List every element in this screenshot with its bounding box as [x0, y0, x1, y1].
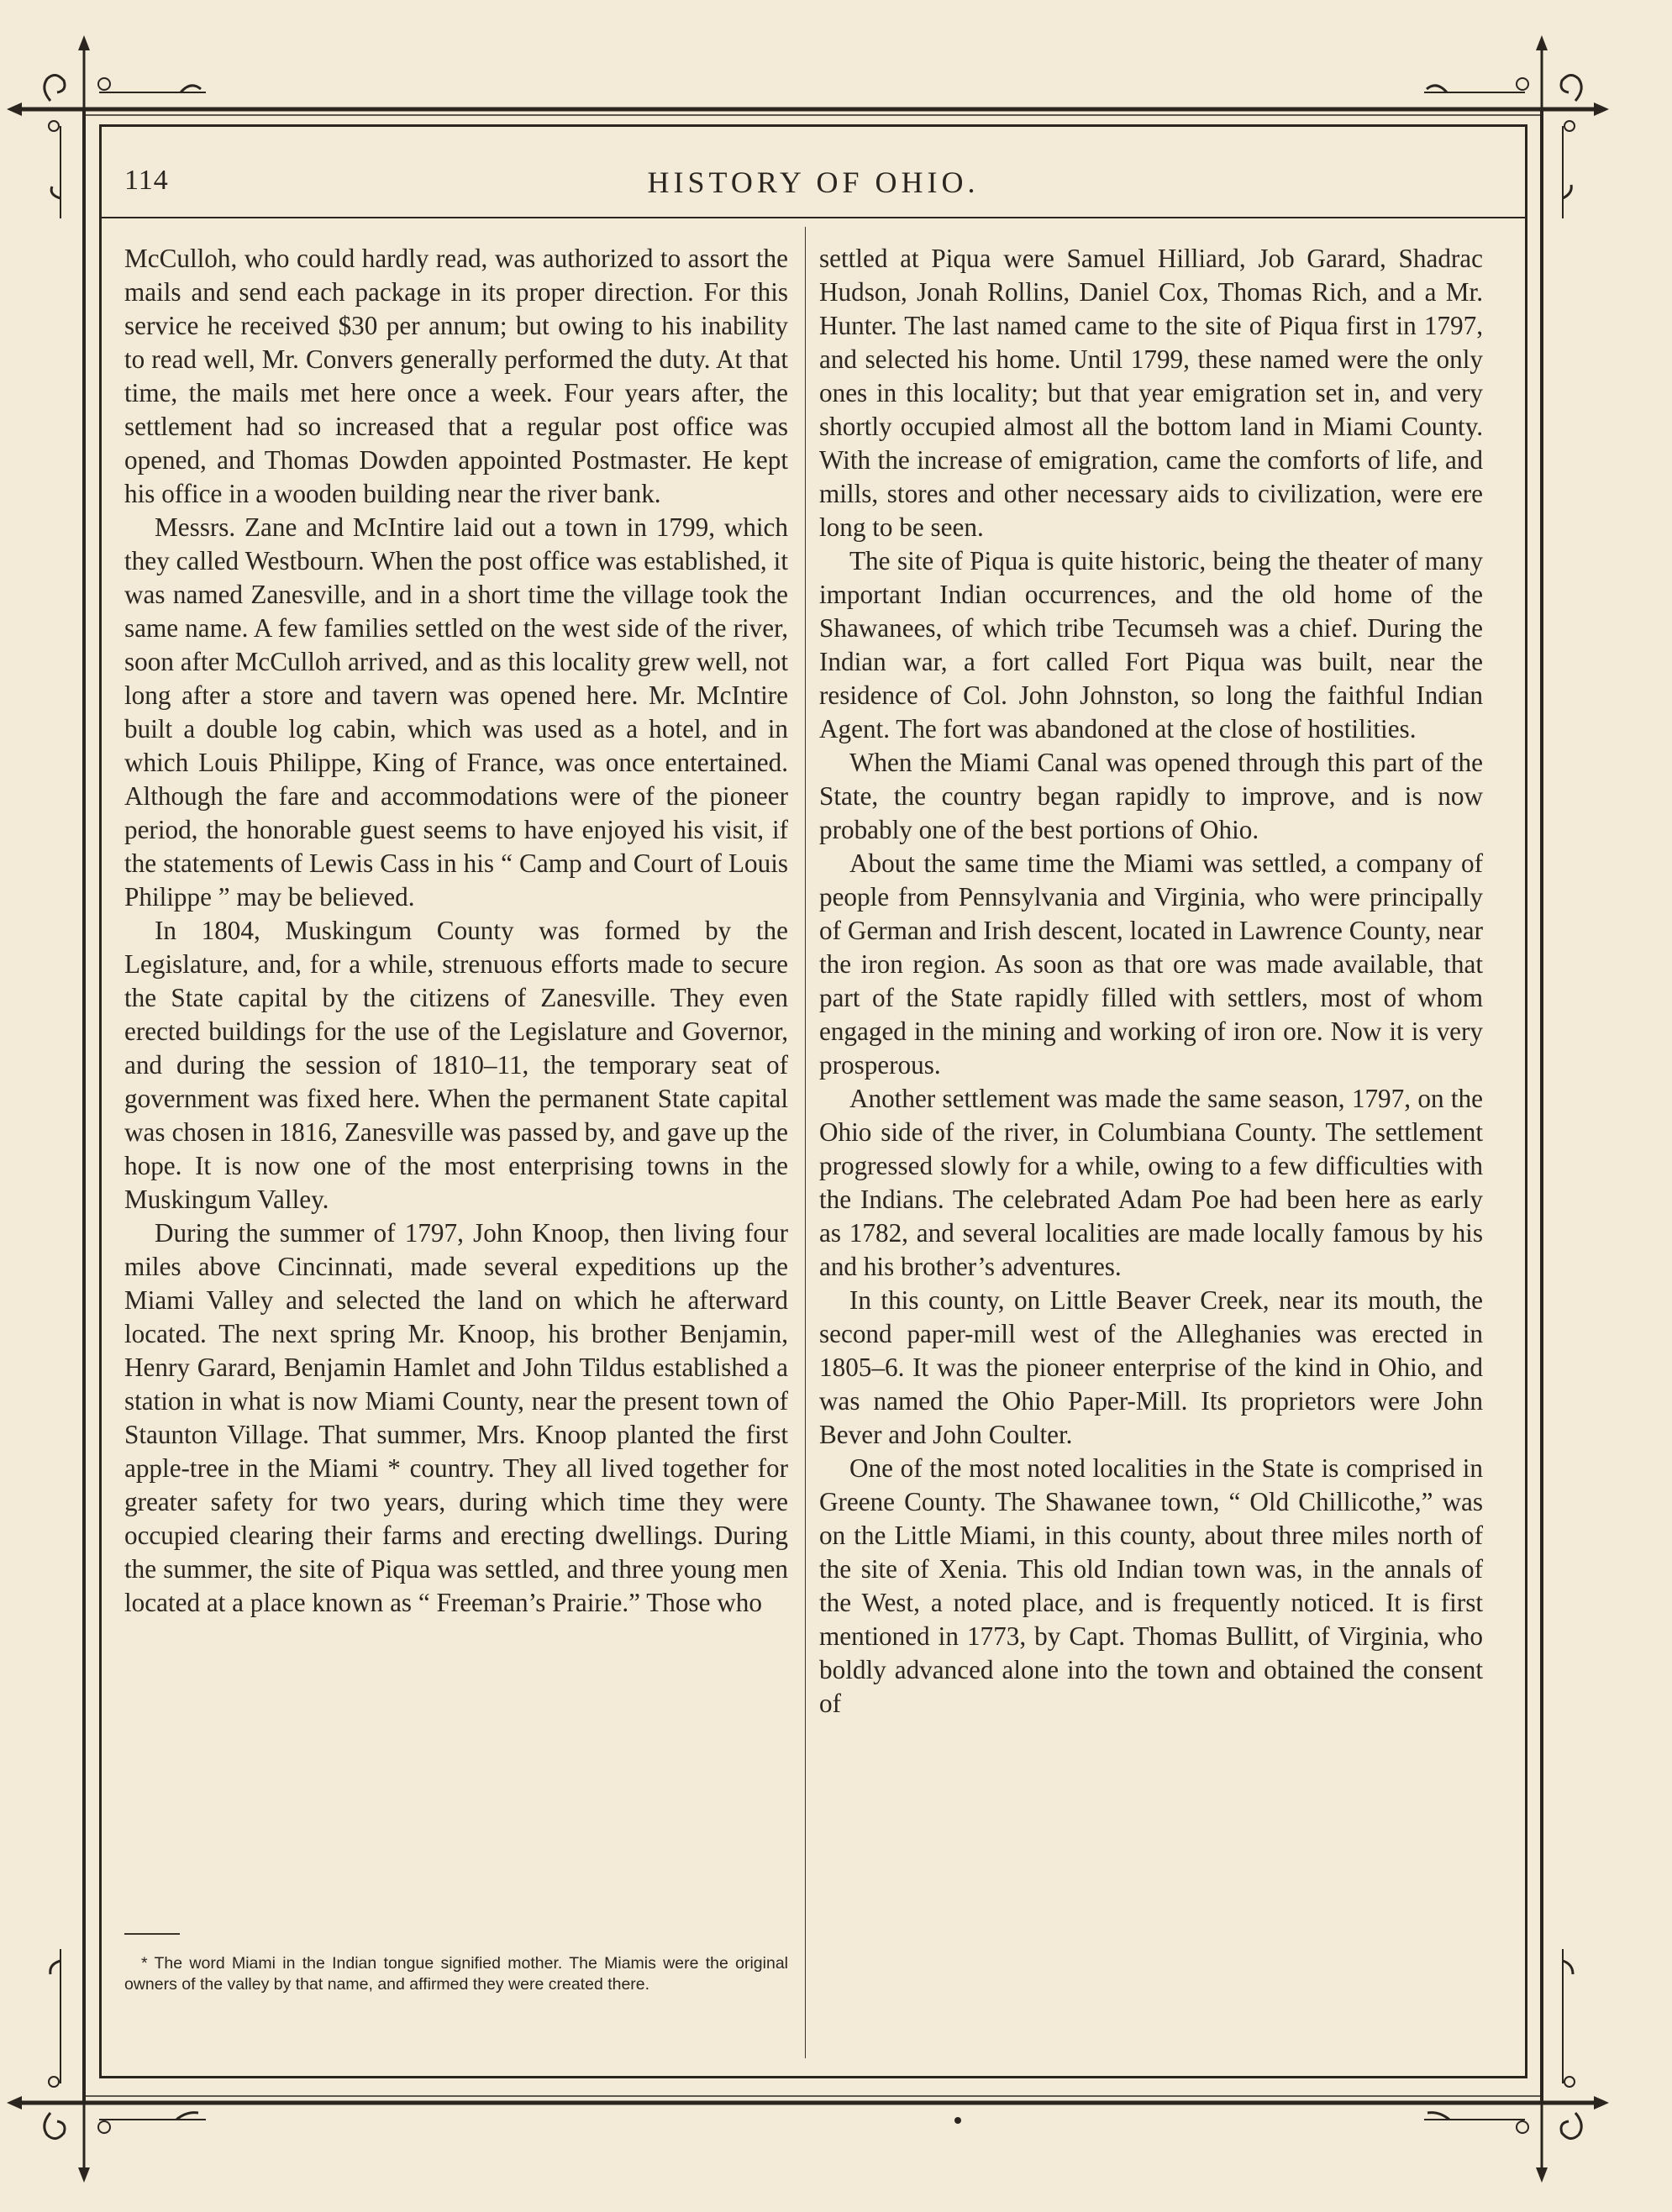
body-paragraph: During the summer of 1797, John Knoop, then living four miles above Cincinnati, made several expeditions up the Miami Valley and selected the land on which he afterward located. The next spring Mr. Knoop, his brother Benjamin, Henry Garard, Benjamin Hamlet and John Tildus established a station in what is now Miami County, near the present town of Staunton Village. That summer, Mrs. Knoop planted the first apple-tree in the Miami * country. They all lived together for greater safety for two years, during which time they were occupied clearing their farms and erecting dwellings. During the summer, the site of Piqua was settled, and three young men located at a place known as “ Freeman’s Prairie.” Those who: [124, 1218, 788, 1617]
page-number: 114: [124, 165, 169, 196]
body-paragraph: Messrs. Zane and McIntire laid out a town in 1799, which they called Westbourn. When the post office was established, it was named Zanesville, and in a short time the village took the same name. A few families settled on the west side of the river, soon after McCulloh arrived, and as this locality grew well, not long after a store and tavern was opened here. Mr. McIntire built a double log cabin, which was used as a hotel, and in which Louis Philippe, King of France, was once entertained. Although the fare and accommodations were of the pioneer period, the honorable guest seems to have enjoyed his visit, if the statements of Lewis Cass in his “ Camp and Court of Louis Philippe ” may be believed.: [124, 512, 788, 912]
header-rule: [101, 217, 1525, 218]
body-paragraph: One of the most noted localities in the State is comprised in Greene County. The Shawanee town, “ Old Chillicothe,” was on the Little Miami, in this county, about three miles north of the site of Xenia. This old Indian town was, in the annals of the West, a noted place, and is frequently noticed. It is first mentioned in 1773, by Capt. Thomas Bullitt, of Virginia, who boldly advanced alone into the town and obtained the consent of: [819, 1453, 1483, 1718]
right-column: [819, 242, 1483, 1721]
body-paragraph: The site of Piqua is quite historic, being the theater of many important Indian occurrences, and the old home of the Shawanees, of which tribe Tecumseh was a chief. During the Indian war, a fort called Fort Piqua was built, near the residence of Col. John Johnston, so long the faithful Indian Agent. The fort was abandoned at the close of hostilities.: [819, 546, 1483, 743]
footnote-rule: [124, 1933, 180, 1935]
column-divider: [805, 227, 806, 2058]
body-paragraph: settled at Piqua were Samuel Hilliard, Job Garard, Shadrac Hudson, Jonah Rollins, Daniel Cox, Thomas Rich, and a Mr. Hunter. The last named came to the site of Piqua first in 1797, and selected his home. Until 1799, these named were the only ones in this locality; but that year emigration set in, and very shortly occupied almost all the bottom land in Miami County. With the increase of emigration, came the comforts of life, and mills, stores and other necessary aids to civilization, were ere long to be seen.: [819, 244, 1483, 542]
left-column: [124, 242, 788, 1620]
body-paragraph: McCulloh, who could hardly read, was authorized to assort the mails and send each package in its proper direction. For this service he received $30 per annum; but owing to his inability to read well, Mr. Convers generally performed the duty. At that time, the mails met here once a week. Four years after, the settlement had so increased that a regular post office was opened, and Thomas Dowden appointed Postmaster. He kept his office in a wooden building near the river bank.: [124, 244, 788, 508]
body-paragraph: When the Miami Canal was opened through this part of the State, the country began rapidly to improve, and is now probably one of the best portions of Ohio.: [819, 748, 1483, 844]
body-paragraph: About the same time the Miami was settled, a company of people from Pennsylvania and Virginia, who were principally of German and Irish descent, located in Lawrence County, near the iron region. As soon as that ore was made available, that part of the State rapidly filled with settlers, most of whom engaged in the mining and working of iron ore. Now it is very prosperous.: [819, 849, 1483, 1080]
body-paragraph: In this county, on Little Beaver Creek, near its mouth, the second paper-mill west of the Alleghanies was erected in 1805–6. It was the pioneer enterprise of the kind in Ohio, and was named the Ohio Paper-Mill. Its proprietors were John Bever and John Coulter.: [819, 1285, 1483, 1449]
running-title: HISTORY OF OHIO.: [647, 166, 980, 199]
footnote: * The word Miami in the Indian tongue signified mother. The Miamis were the original owners of the valley by that name, and affirmed they were created there.: [124, 1954, 788, 1994]
running-header: [124, 165, 1502, 215]
body-paragraph: In 1804, Muskingum County was formed by the Legislature, and, for a while, strenuous efforts made to secure the State capital by the citizens of Zanesville. They even erected buildings for the use of the Legislature and Governor, and during the session of 1810–11, the temporary seat of government was fixed here. When the permanent State capital was chosen in 1816, Zanesville was passed by, and gave up the hope. It is now one of the most enterprising towns in the Muskingum Valley.: [124, 916, 788, 1214]
body-paragraph: Another settlement was made the same season, 1797, on the Ohio side of the river, in Columbiana County. The settlement progressed slowly for a while, owing to a few difficulties with the Indians. The celebrated Adam Poe had been here as early as 1782, and several localities are made locally famous by his and his brother’s adventures.: [819, 1084, 1483, 1281]
